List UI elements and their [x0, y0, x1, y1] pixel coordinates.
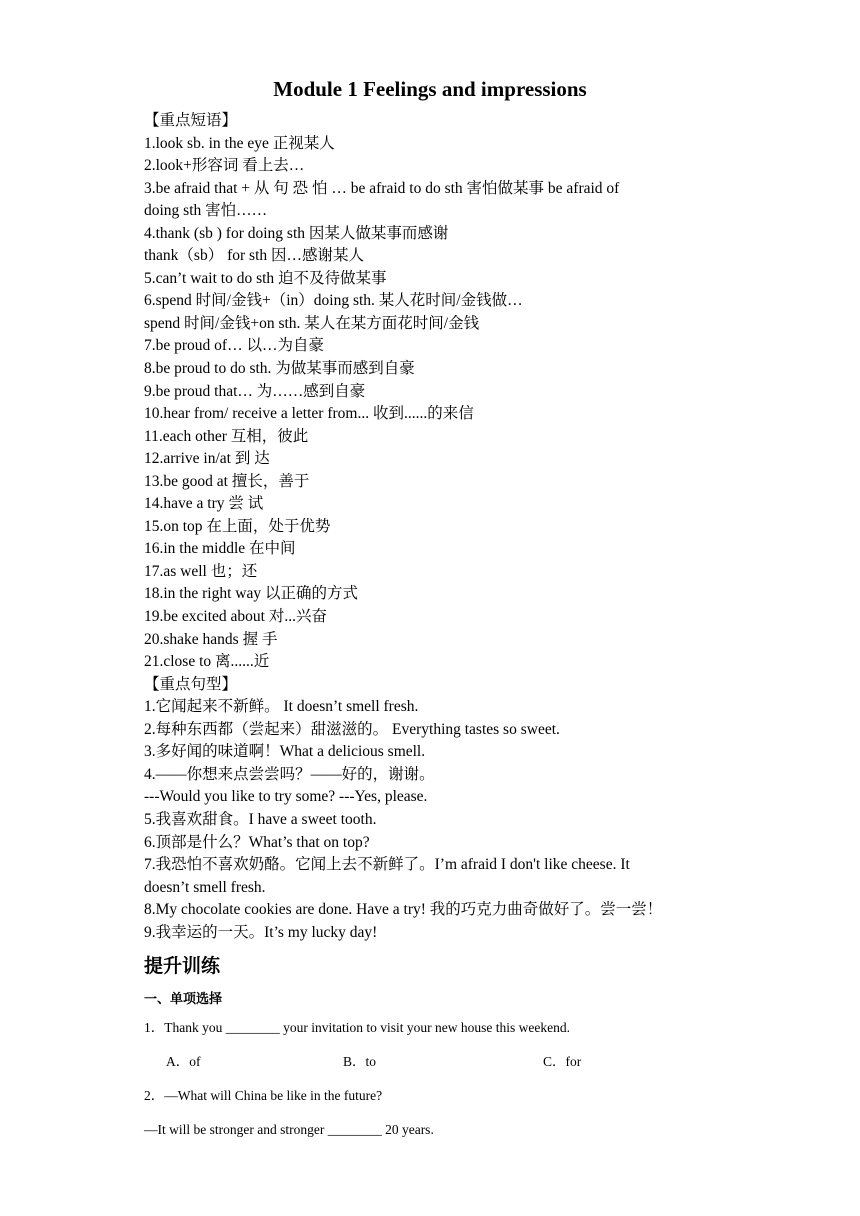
- sentence-line: ---Would you like to try some? ---Yes, please.: [144, 788, 428, 806]
- phrase-line: 11.each other 互相，彼此: [144, 427, 309, 445]
- phrase-line: doing sth 害怕……: [144, 202, 268, 220]
- phrase-line: 9.be proud that… 为……感到自豪: [144, 382, 366, 400]
- section-heading: 提升训练: [144, 955, 221, 977]
- sentence-line: 7.我恐怕不喜欢奶酪。它闻上去不新鲜了。I’m afraid I don't like cheese. It: [144, 856, 630, 874]
- phrase-line: 19.be excited about 对...兴奋: [144, 608, 327, 626]
- phrase-line: 13.be good at 擅长，善于: [144, 472, 310, 490]
- sentence-line: doesn’t smell fresh.: [144, 878, 266, 896]
- phrase-line: 1.look sb. in the eye 正视某人: [144, 134, 335, 152]
- phrase-line: 5.can’t wait to do sth 迫不及待做某事: [144, 269, 387, 287]
- sentence-line: 9.我幸运的一天。It’s my lucky day!: [144, 923, 378, 941]
- subsection-heading: 一、单项选择: [144, 992, 223, 1007]
- heading-key-phrases: 【重点短语】: [144, 112, 238, 129]
- question-1-option-b: B．to: [343, 1054, 377, 1069]
- phrase-line: thank（sb） for sth 因…感谢某人: [144, 247, 365, 265]
- phrase-line: 10.hear from/ receive a letter from... 收到......的来信: [144, 405, 474, 423]
- phrase-line: 6.spend 时间/金钱+（in）doing sth. 某人花时间/金钱做…: [144, 292, 523, 310]
- question-2-line2: —It will be stronger and stronger ________ 20 years.: [144, 1122, 434, 1137]
- phrase-line: 3.be afraid that + 从 句 恐 怕 … be afraid to do sth 害怕做某事 be afraid of: [144, 179, 620, 197]
- phrase-line: 15.on top 在上面，处于优势: [144, 517, 331, 535]
- question-1-option-a: A．of: [166, 1054, 201, 1069]
- question-1-stem: 1．Thank you ________ your invitation to visit your new house this weekend.: [144, 1020, 570, 1035]
- phrase-line: 20.shake hands 握 手: [144, 630, 278, 648]
- phrase-line: 4.thank (sb ) for doing sth 因某人做某事而感谢: [144, 224, 449, 242]
- phrase-line: 8.be proud to do sth. 为做某事而感到自豪: [144, 360, 415, 378]
- phrase-line: spend 时间/金钱+on sth. 某人在某方面花时间/金钱: [144, 314, 480, 332]
- content-lines: [144, 110, 724, 944]
- sentence-line: 4.——你想来点尝尝吗？——好的，谢谢。: [144, 765, 435, 783]
- phrase-line: 21.close to 离......近: [144, 653, 270, 671]
- question-2-stem: 2．—What will China be like in the future?: [144, 1088, 383, 1103]
- phrase-line: 12.arrive in/at 到 达: [144, 450, 270, 468]
- sentence-line: 3.多好闻的味道啊！What a delicious smell.: [144, 743, 426, 761]
- phrase-line: 2.look+形容词 看上去…: [144, 157, 305, 175]
- phrase-line: 17.as well 也；还: [144, 562, 258, 580]
- sentence-line: 8.My chocolate cookies are done. Have a try! 我的巧克力曲奇做好了。尝一尝！: [144, 901, 663, 919]
- phrase-line: 14.have a try 尝 试: [144, 495, 264, 513]
- sentence-line: 5.我喜欢甜食。I have a sweet tooth.: [144, 810, 377, 828]
- heading-key-sentences: 【重点句型】: [144, 675, 238, 693]
- sentence-line: 2.每种东西都（尝起来）甜滋滋的。 Everything tastes so sweet.: [144, 720, 560, 738]
- document-title: Module 1 Feelings and impressions: [273, 77, 587, 101]
- phrase-line: 18.in the right way 以正确的方式: [144, 585, 358, 603]
- question-1-option-c: C．for: [543, 1054, 582, 1069]
- sentence-line: 1.它闻起来不新鲜。 It doesn’t smell fresh.: [144, 698, 419, 716]
- phrase-line: 16.in the middle 在中间: [144, 540, 296, 558]
- sentence-line: 6.顶部是什么？What’s that on top?: [144, 833, 370, 851]
- phrase-line: 7.be proud of… 以…为自豪: [144, 337, 324, 355]
